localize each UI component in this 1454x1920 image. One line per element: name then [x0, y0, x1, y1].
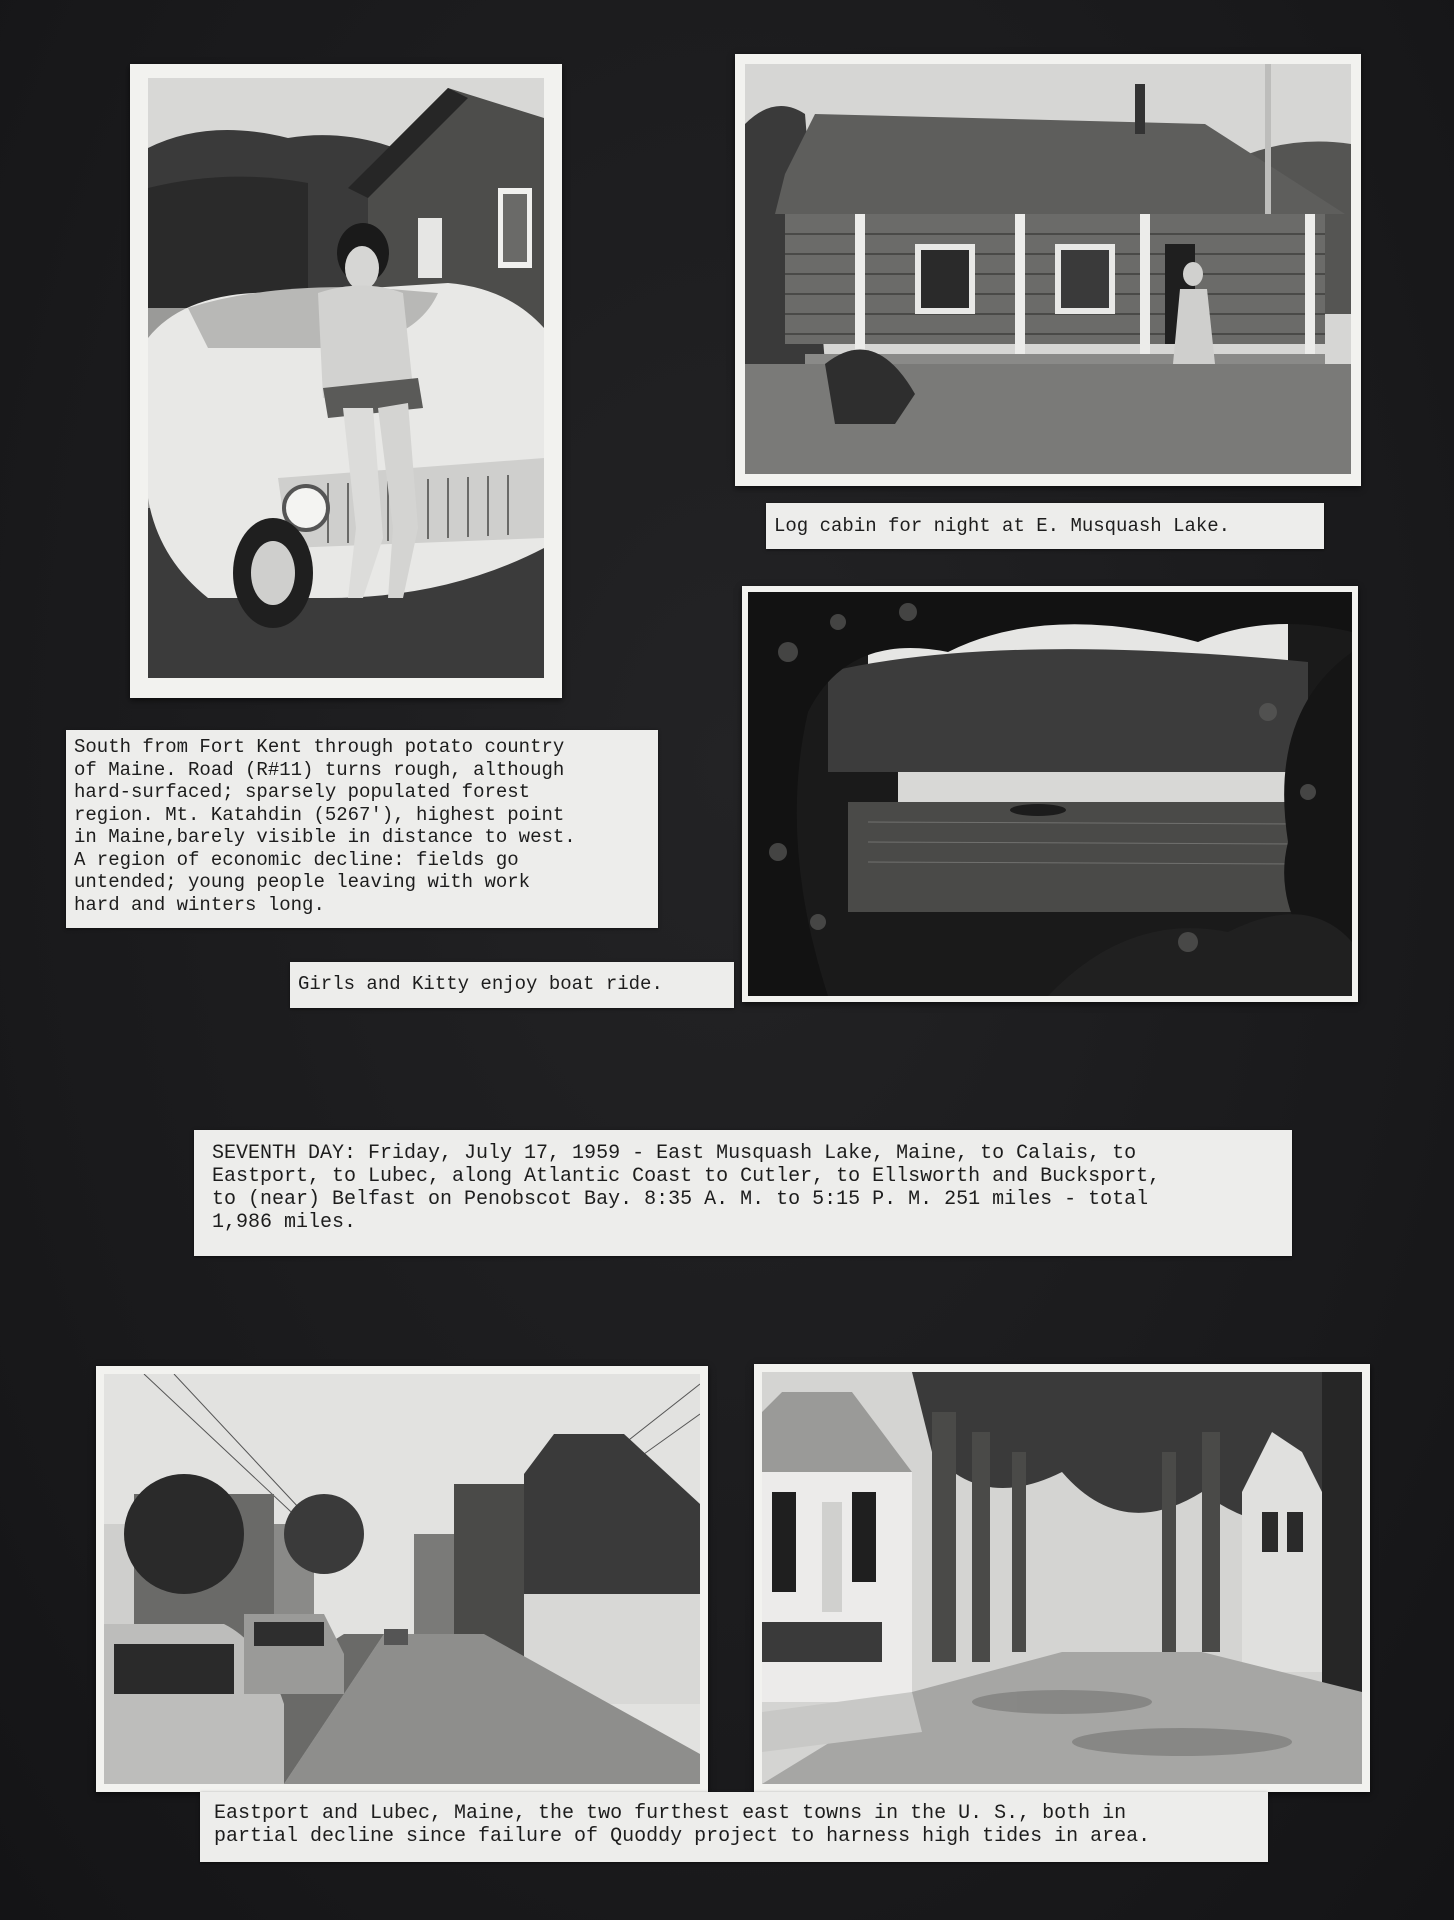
photo-lubec-street-image — [762, 1372, 1362, 1784]
caption-seventh-day: SEVENTH DAY: Friday, July 17, 1959 - East Musquash Lake, Maine, to Calais, to Eastport, to Lubec, along Atlantic Coast to Cutler, to Ellsworth and Bucksport, to (near) Belfast on Penobscot Bay. 8:35 A. M. to 5:15 P. M. 251 miles - total 1,986 miles. — [194, 1130, 1292, 1256]
photo-woman-on-car-image — [148, 78, 544, 678]
caption-road-description: South from Fort Kent through potato country of Maine. Road (R#11) turns rough, although hard-surfaced; sparsely populated forest region. Mt. Katahdin (5267'), highest point in Maine,barely visible in distance to west. A region of economic decline: fields go untended; young people leaving with work hard and winters long. — [66, 730, 658, 928]
photo-log-cabin — [735, 54, 1361, 486]
photo-lubec-street — [754, 1364, 1370, 1792]
photo-lake-boat-ride-image — [748, 592, 1352, 996]
caption-log-cabin: Log cabin for night at E. Musquash Lake. — [766, 503, 1324, 549]
caption-eastport-lubec: Eastport and Lubec, Maine, the two furthest east towns in the U. S., both in partial decline since failure of Quoddy project to harness high tides in area. — [200, 1792, 1268, 1862]
photo-eastport-street — [96, 1366, 708, 1792]
caption-boat-ride: Girls and Kitty enjoy boat ride. — [290, 962, 734, 1008]
photo-eastport-street-image — [104, 1374, 700, 1784]
photo-log-cabin-image — [745, 64, 1351, 474]
photo-lake-boat-ride — [742, 586, 1358, 1002]
photo-woman-on-car — [130, 64, 562, 698]
